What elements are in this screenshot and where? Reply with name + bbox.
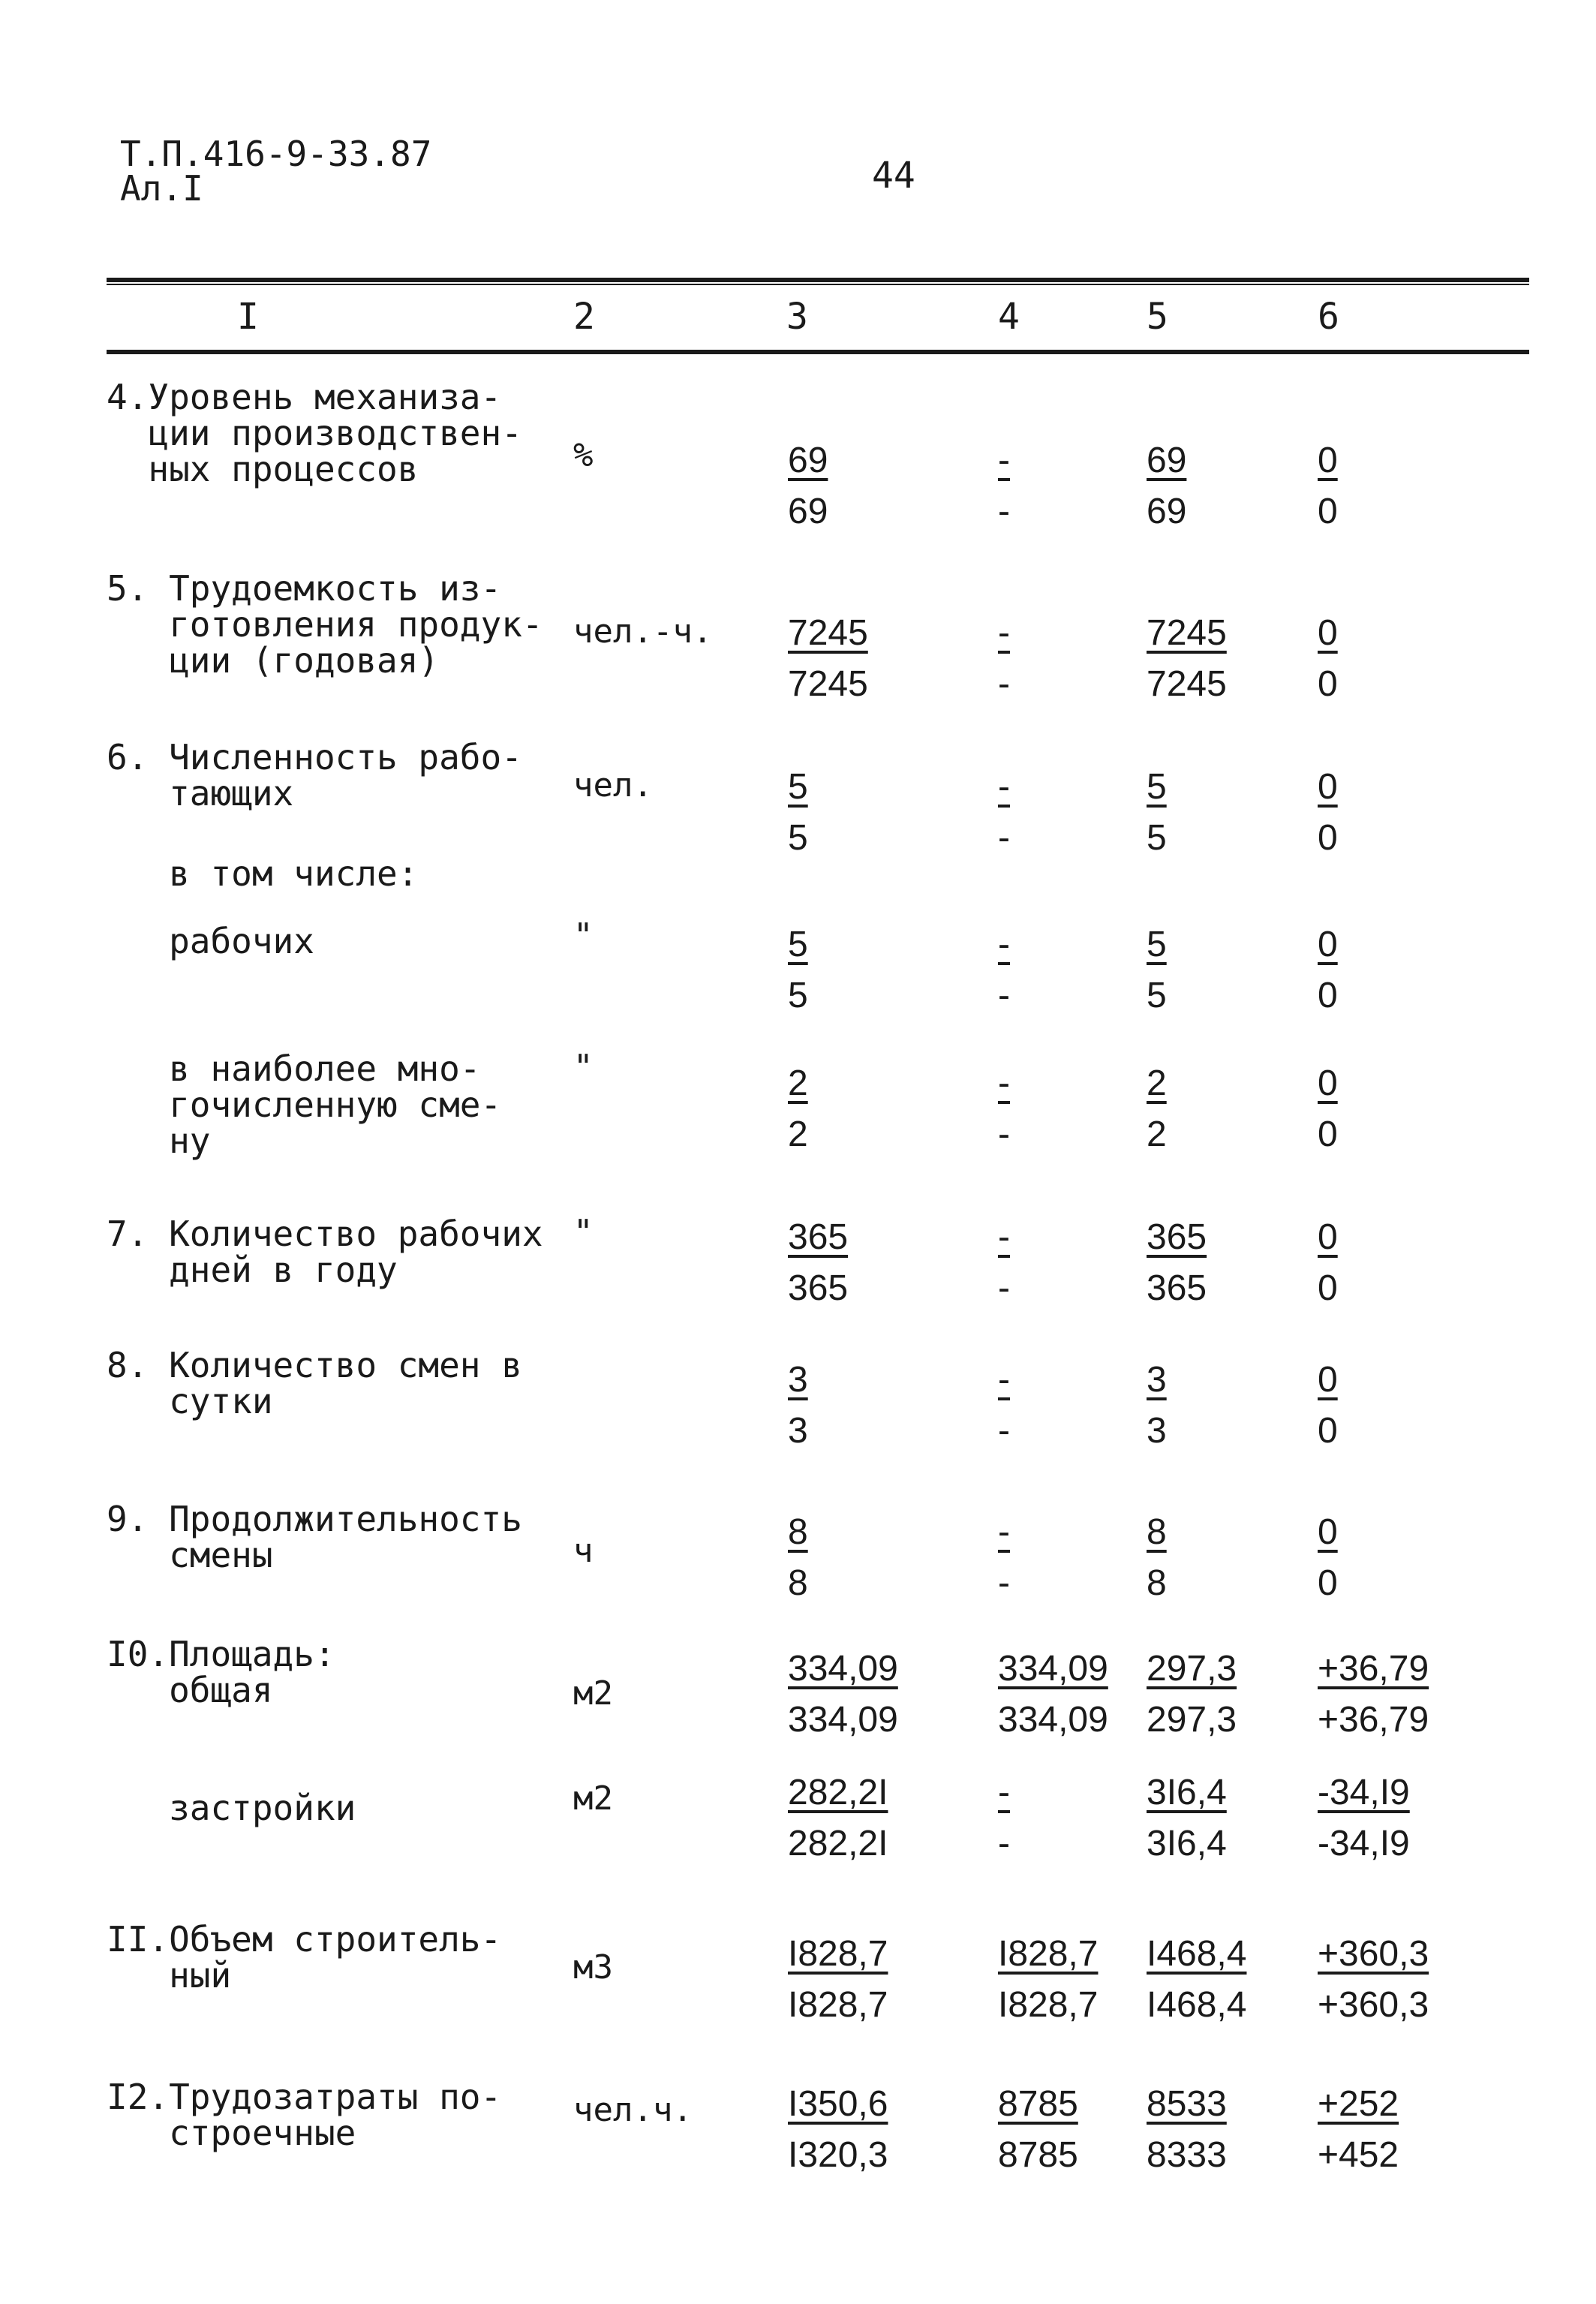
value-cell-c5-top: 5 [1147,925,1167,964]
value-cell-c6-bottom: 0 [1318,818,1338,858]
row-label-line: в наиболее мно- [107,1048,481,1089]
unit-cell: чел.ч. [573,2091,693,2129]
unit-cell: " [573,916,594,955]
value-cell-c6-bottom: 0 [1318,1411,1338,1451]
value-cell-c5-top: 2 [1147,1063,1167,1103]
row-label-line: II.Объем строитель- [107,1919,502,1960]
row-label-line: 6. Численность рабо- [107,737,522,778]
value-cell-c5-top: 365 [1147,1217,1207,1257]
column-header-5: 5 [1147,296,1168,338]
unit-cell: м3 [573,1948,613,1987]
unit-cell: " [573,1048,594,1086]
row-label-line: 4.Уровень механиза- [107,377,502,417]
page-number: 44 [872,155,915,197]
value-cell-c4-bottom: - [998,664,1010,704]
value-cell-c5-top: I468,4 [1147,1934,1247,1974]
value-cell-c4-bottom: I828,7 [998,1985,1099,2025]
value-cell-c6-bottom: 0 [1318,664,1338,704]
table-top-rule [107,278,1529,282]
value-cell-c6-top: 0 [1318,441,1338,480]
row-label-line: в том числе: [107,853,419,894]
value-cell-c4-bottom: 334,09 [998,1700,1108,1740]
row-label-line: ных процессов [107,449,419,489]
value-cell-c3-top: 7245 [788,613,868,653]
value-cell-c3-bottom: 7245 [788,664,868,704]
value-cell-c5-bottom: 8 [1147,1563,1167,1603]
value-cell-c3-top: 282,2I [788,1773,888,1812]
value-cell-c4-top: - [998,1773,1010,1812]
value-cell-c4-top: - [998,441,1010,480]
value-cell-c6-top: 0 [1318,1512,1338,1552]
row-label-line: ный [107,1955,232,1996]
value-cell-c4-bottom: - [998,818,1010,858]
value-cell-c6-top: -34,I9 [1318,1773,1410,1812]
document-code: Т.П.416-9-33.87 [120,134,432,174]
value-cell-c5-bottom: 297,3 [1147,1700,1237,1740]
value-cell-c4-bottom: - [998,1411,1010,1451]
row-label-line: рабочих [107,921,314,961]
value-cell-c4-top: - [998,1063,1010,1103]
unit-cell: ч [573,1532,594,1570]
value-cell-c4-bottom: - [998,492,1010,531]
value-cell-c3-bottom: 5 [788,818,808,858]
value-cell-c6-top: 0 [1318,767,1338,807]
value-cell-c6-top: 0 [1318,925,1338,964]
value-cell-c5-bottom: 7245 [1147,664,1227,704]
column-header-1: I [237,296,259,338]
value-cell-c3-top: 5 [788,925,808,964]
unit-cell: чел.-ч. [573,612,713,651]
value-cell-c4-top: - [998,925,1010,964]
value-cell-c5-bottom: 2 [1147,1114,1167,1154]
value-cell-c5-bottom: 3 [1147,1411,1167,1451]
column-header-3: 3 [786,296,808,338]
row-label-line: тающих [107,773,294,814]
row-label-line: I0.Площадь: [107,1634,335,1674]
value-cell-c3-top: 365 [788,1217,849,1257]
value-cell-c6-top: 0 [1318,613,1338,653]
value-cell-c5-top: 3 [1147,1360,1167,1400]
unit-cell: чел. [573,766,653,805]
value-cell-c6-bottom: +360,3 [1318,1985,1429,2025]
value-cell-c3-top: 334,09 [788,1649,898,1689]
value-cell-c3-bottom: 8 [788,1563,808,1603]
value-cell-c6-bottom: -34,I9 [1318,1824,1410,1863]
value-cell-c3-bottom: 69 [788,492,828,531]
value-cell-c4-top: - [998,613,1010,653]
value-cell-c5-bottom: 365 [1147,1268,1207,1308]
value-cell-c6-bottom: 0 [1318,492,1338,531]
value-cell-c5-top: 297,3 [1147,1649,1237,1689]
value-cell-c3-bottom: 5 [788,976,808,1015]
value-cell-c4-top: 334,09 [998,1649,1108,1689]
value-cell-c6-bottom: 0 [1318,1563,1338,1603]
row-label-line: готовления продук- [107,604,543,645]
value-cell-c4-top: - [998,1217,1010,1257]
value-cell-c4-top: - [998,767,1010,807]
value-cell-c3-top: 5 [788,767,808,807]
value-cell-c3-bottom: 334,09 [788,1700,898,1740]
row-label-line: ции (годовая) [107,640,440,681]
row-label-line: строечные [107,2113,356,2153]
value-cell-c4-bottom: - [998,1268,1010,1308]
value-cell-c6-top: 0 [1318,1217,1338,1257]
value-cell-c5-top: 7245 [1147,613,1227,653]
value-cell-c5-bottom: 3I6,4 [1147,1824,1227,1863]
value-cell-c4-top: - [998,1512,1010,1552]
row-label-line: I2.Трудозатраты по- [107,2077,502,2117]
value-cell-c3-top: I828,7 [788,1934,888,1974]
album-label: Ал.I [120,168,203,209]
value-cell-c3-top: 8 [788,1512,808,1552]
value-cell-c6-bottom: 0 [1318,1268,1338,1308]
header-bottom-rule [107,350,1529,354]
value-cell-c6-top: +36,79 [1318,1649,1429,1689]
value-cell-c3-bottom: I320,3 [788,2135,888,2175]
row-label-line: 7. Количество рабочих [107,1214,543,1254]
value-cell-c5-top: 5 [1147,767,1167,807]
value-cell-c5-top: 3I6,4 [1147,1773,1227,1812]
value-cell-c3-bottom: 282,2I [788,1824,888,1863]
row-label-line: 9. Продолжительность [107,1499,522,1539]
value-cell-c6-top: 0 [1318,1063,1338,1103]
unit-cell: " [573,1213,594,1251]
value-cell-c3-bottom: I828,7 [788,1985,888,2025]
value-cell-c5-top: 69 [1147,441,1187,480]
row-label-line: 5. Трудоемкость из- [107,568,502,609]
value-cell-c6-top: +360,3 [1318,1934,1429,1974]
column-header-2: 2 [573,296,595,338]
value-cell-c3-top: I350,6 [788,2084,888,2124]
value-cell-c4-top: I828,7 [998,1934,1099,1974]
value-cell-c6-top: +252 [1318,2084,1399,2124]
row-label-line: сутки [107,1381,273,1421]
row-label-line: гочисленную сме- [107,1084,502,1125]
value-cell-c5-top: 8 [1147,1512,1167,1552]
row-label-line: ции производствен- [107,413,522,453]
value-cell-c3-top: 69 [788,441,828,480]
value-cell-c4-bottom: - [998,1563,1010,1603]
value-cell-c5-top: 8533 [1147,2084,1227,2124]
value-cell-c6-bottom: +36,79 [1318,1700,1429,1740]
value-cell-c6-bottom: 0 [1318,1114,1338,1154]
value-cell-c4-top: 8785 [998,2084,1078,2124]
row-label-line: ну [107,1120,211,1161]
value-cell-c6-top: 0 [1318,1360,1338,1400]
unit-cell: м2 [573,1674,613,1713]
value-cell-c3-bottom: 2 [788,1114,808,1154]
value-cell-c4-bottom: - [998,1824,1010,1863]
value-cell-c3-top: 2 [788,1063,808,1103]
unit-cell: % [573,436,594,474]
column-header-6: 6 [1318,296,1339,338]
value-cell-c5-bottom: 5 [1147,976,1167,1015]
value-cell-c6-bottom: 0 [1318,976,1338,1015]
value-cell-c4-bottom: 8785 [998,2135,1078,2175]
value-cell-c6-bottom: +452 [1318,2135,1399,2175]
value-cell-c5-bottom: 5 [1147,818,1167,858]
value-cell-c4-bottom: - [998,976,1010,1015]
column-header-4: 4 [998,296,1020,338]
row-label-line: дней в году [107,1250,398,1290]
row-label-line: 8. Количество смен в [107,1345,522,1385]
row-label-line: смены [107,1535,273,1575]
value-cell-c5-bottom: 69 [1147,492,1187,531]
value-cell-c5-bottom: I468,4 [1147,1985,1247,2025]
table-top-rule-thin [107,284,1529,285]
value-cell-c5-bottom: 8333 [1147,2135,1227,2175]
row-label-line: застройки [107,1788,356,1828]
row-label-line: общая [107,1670,273,1710]
value-cell-c3-top: 3 [788,1360,808,1400]
value-cell-c3-bottom: 365 [788,1268,849,1308]
value-cell-c4-bottom: - [998,1114,1010,1154]
value-cell-c3-bottom: 3 [788,1411,808,1451]
unit-cell: м2 [573,1779,613,1818]
value-cell-c4-top: - [998,1360,1010,1400]
